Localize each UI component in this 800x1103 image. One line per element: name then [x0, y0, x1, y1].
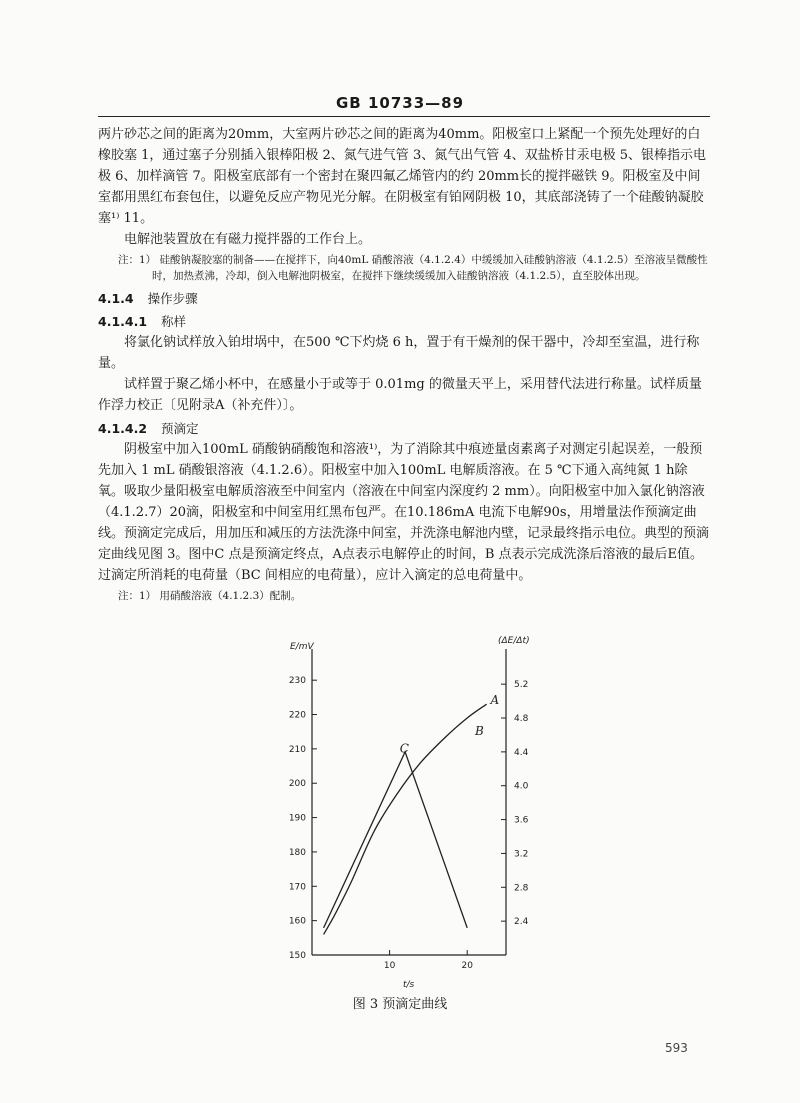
page-number: 593 [665, 1041, 688, 1055]
x-tick-label: 20 [461, 961, 473, 971]
section-number: 4.1.4 [98, 291, 134, 306]
y-tick-label: 150 [288, 951, 306, 961]
paragraph-1: 两片砂芯之间的距离为20mm，大室两片砂芯之间的距离为40mm。阳极室口上紧配一个预先处理好的白橡胶塞 1，通过塞子分别插入银棒阳极 2、氮气进气管 3、氮气出气管 4、双盐桥甘汞电极 5、银棒指示电极 6、加样滴管 7。阳极室底部有一个密封在聚四氟乙烯管内的约 20mm长的搅拌磁铁 9。阳极室及中间室都用黑红布套包住，以避免反应产物见光分解。在阴极室有铂网阴极 10，其底部浇铸了一个硅酸钠凝胶塞¹⁾ 11。 [98, 127, 707, 226]
section-title: 预滴定 [161, 421, 199, 436]
y2-tick-label: 4.8 [514, 714, 529, 725]
x-tick-label: 10 [383, 961, 396, 971]
section-title: 操作步骤 [147, 291, 198, 306]
y2-axis-label: (ΔE/Δt) [498, 636, 530, 646]
figure-caption: 图 3 预滴定曲线 [352, 997, 448, 1012]
y2-tick-label: 4.0 [514, 781, 529, 792]
y2-tick-label: 2.8 [514, 883, 529, 894]
y2-tick-label: 3.2 [514, 849, 529, 860]
potential-curve [324, 704, 487, 934]
standard-code-header: GB 10733—89 [335, 94, 465, 112]
header-rule [98, 116, 710, 117]
y2-tick-label: 5.2 [514, 680, 529, 691]
y-tick-label: 210 [288, 744, 306, 755]
paragraph-4: 试样置于聚乙烯小杯中，在感量小于或等于 0.01mg 的微量天平上，采用替代法进行称量。试样质量作浮力校正〔见附录A（补充件）〕。 [98, 377, 702, 413]
paragraph-3: 将氯化钠试样放入铂坩埚中，在500 ℃下灼烧 6 h，置于有干燥剂的保干器中，冷却至室温，进行称量。 [98, 335, 700, 371]
y2-tick-label: 2.4 [514, 917, 529, 928]
footnote-1: 注：1） 硅酸钠凝胶塞的制备——在搅拌下，向40mL 硝酸溶液（4.1.2.4）中缓缓加入硅酸钠溶液（4.1.2.5）至溶液呈微酸性时，加热煮沸，冷却，倒入电解池阴极室，在搅拌下继续缓缓加入硅酸钠溶液（4.1.2.5），直至胶体出现。 [118, 254, 708, 282]
section-4-1-4-2 [98, 418, 710, 439]
y-tick-label: 180 [288, 847, 306, 858]
y-tick-label: 230 [288, 676, 306, 687]
y-tick-label: 190 [288, 813, 306, 824]
point-label-b: B [474, 724, 484, 739]
footnote-2: 注：1） 用硝酸溶液（4.1.2.3）配制。 [118, 590, 302, 602]
section-4-1-4 [98, 288, 710, 309]
pretitration-figure [260, 633, 560, 1003]
point-label-c: C [399, 741, 409, 756]
section-title: 称样 [161, 314, 187, 329]
paragraph-5: 阴极室中加入100mL 硝酸钠硝酸饱和溶液¹⁾，为了消除其中痕迹量卤素离子对测定引起误差，一般预先加入 1 mL 硝酸银溶液（4.1.2.6）。阳极室中加入100mL 电解质溶液。在 5 ℃下通入高纯氮 1 h除氧。吸取少量阳极室电解质溶液至中间室内（溶液在中间室内深度约 2 mm）。向阳极室中加入氯化钠溶液（4.1.2.7）20滴，阳极室和中间室用红黑布包严。在10.186mA 电流下电解90s，用增量法作预滴定曲线。预滴定完成后，用加压和减压的方法洗涤中间室，并洗涤电解池内壁，记录最终指示电位。典型的预滴定曲线见图 3。图中C 点是预滴定终点，A点表示电解停止的时间，B 点表示完成洗涤后溶液的最后E值。过滴定所消耗的电荷量（BC 间相应的电荷量），应计入滴定的总电荷量中。 [98, 442, 710, 583]
x-axis-label: t/s [403, 980, 415, 990]
paragraph-2: 电解池装置放在有磁力搅拌器的工作台上。 [124, 232, 372, 247]
document-body [98, 124, 710, 608]
y-tick-label: 160 [288, 916, 306, 927]
y2-tick-label: 4.4 [514, 747, 529, 758]
section-number: 4.1.4.1 [98, 314, 148, 329]
y-tick-label: 220 [288, 710, 306, 721]
y2-tick-label: 3.6 [514, 815, 529, 826]
derivative-curve [324, 752, 468, 928]
y-tick-label: 170 [288, 882, 306, 893]
pretitration-chart [260, 633, 560, 993]
y-tick-label: 200 [288, 779, 306, 790]
section-4-1-4-1 [98, 311, 710, 332]
y-axis-label: E/mV [290, 642, 314, 652]
point-label-a: A [490, 693, 500, 708]
section-number: 4.1.4.2 [98, 421, 148, 436]
